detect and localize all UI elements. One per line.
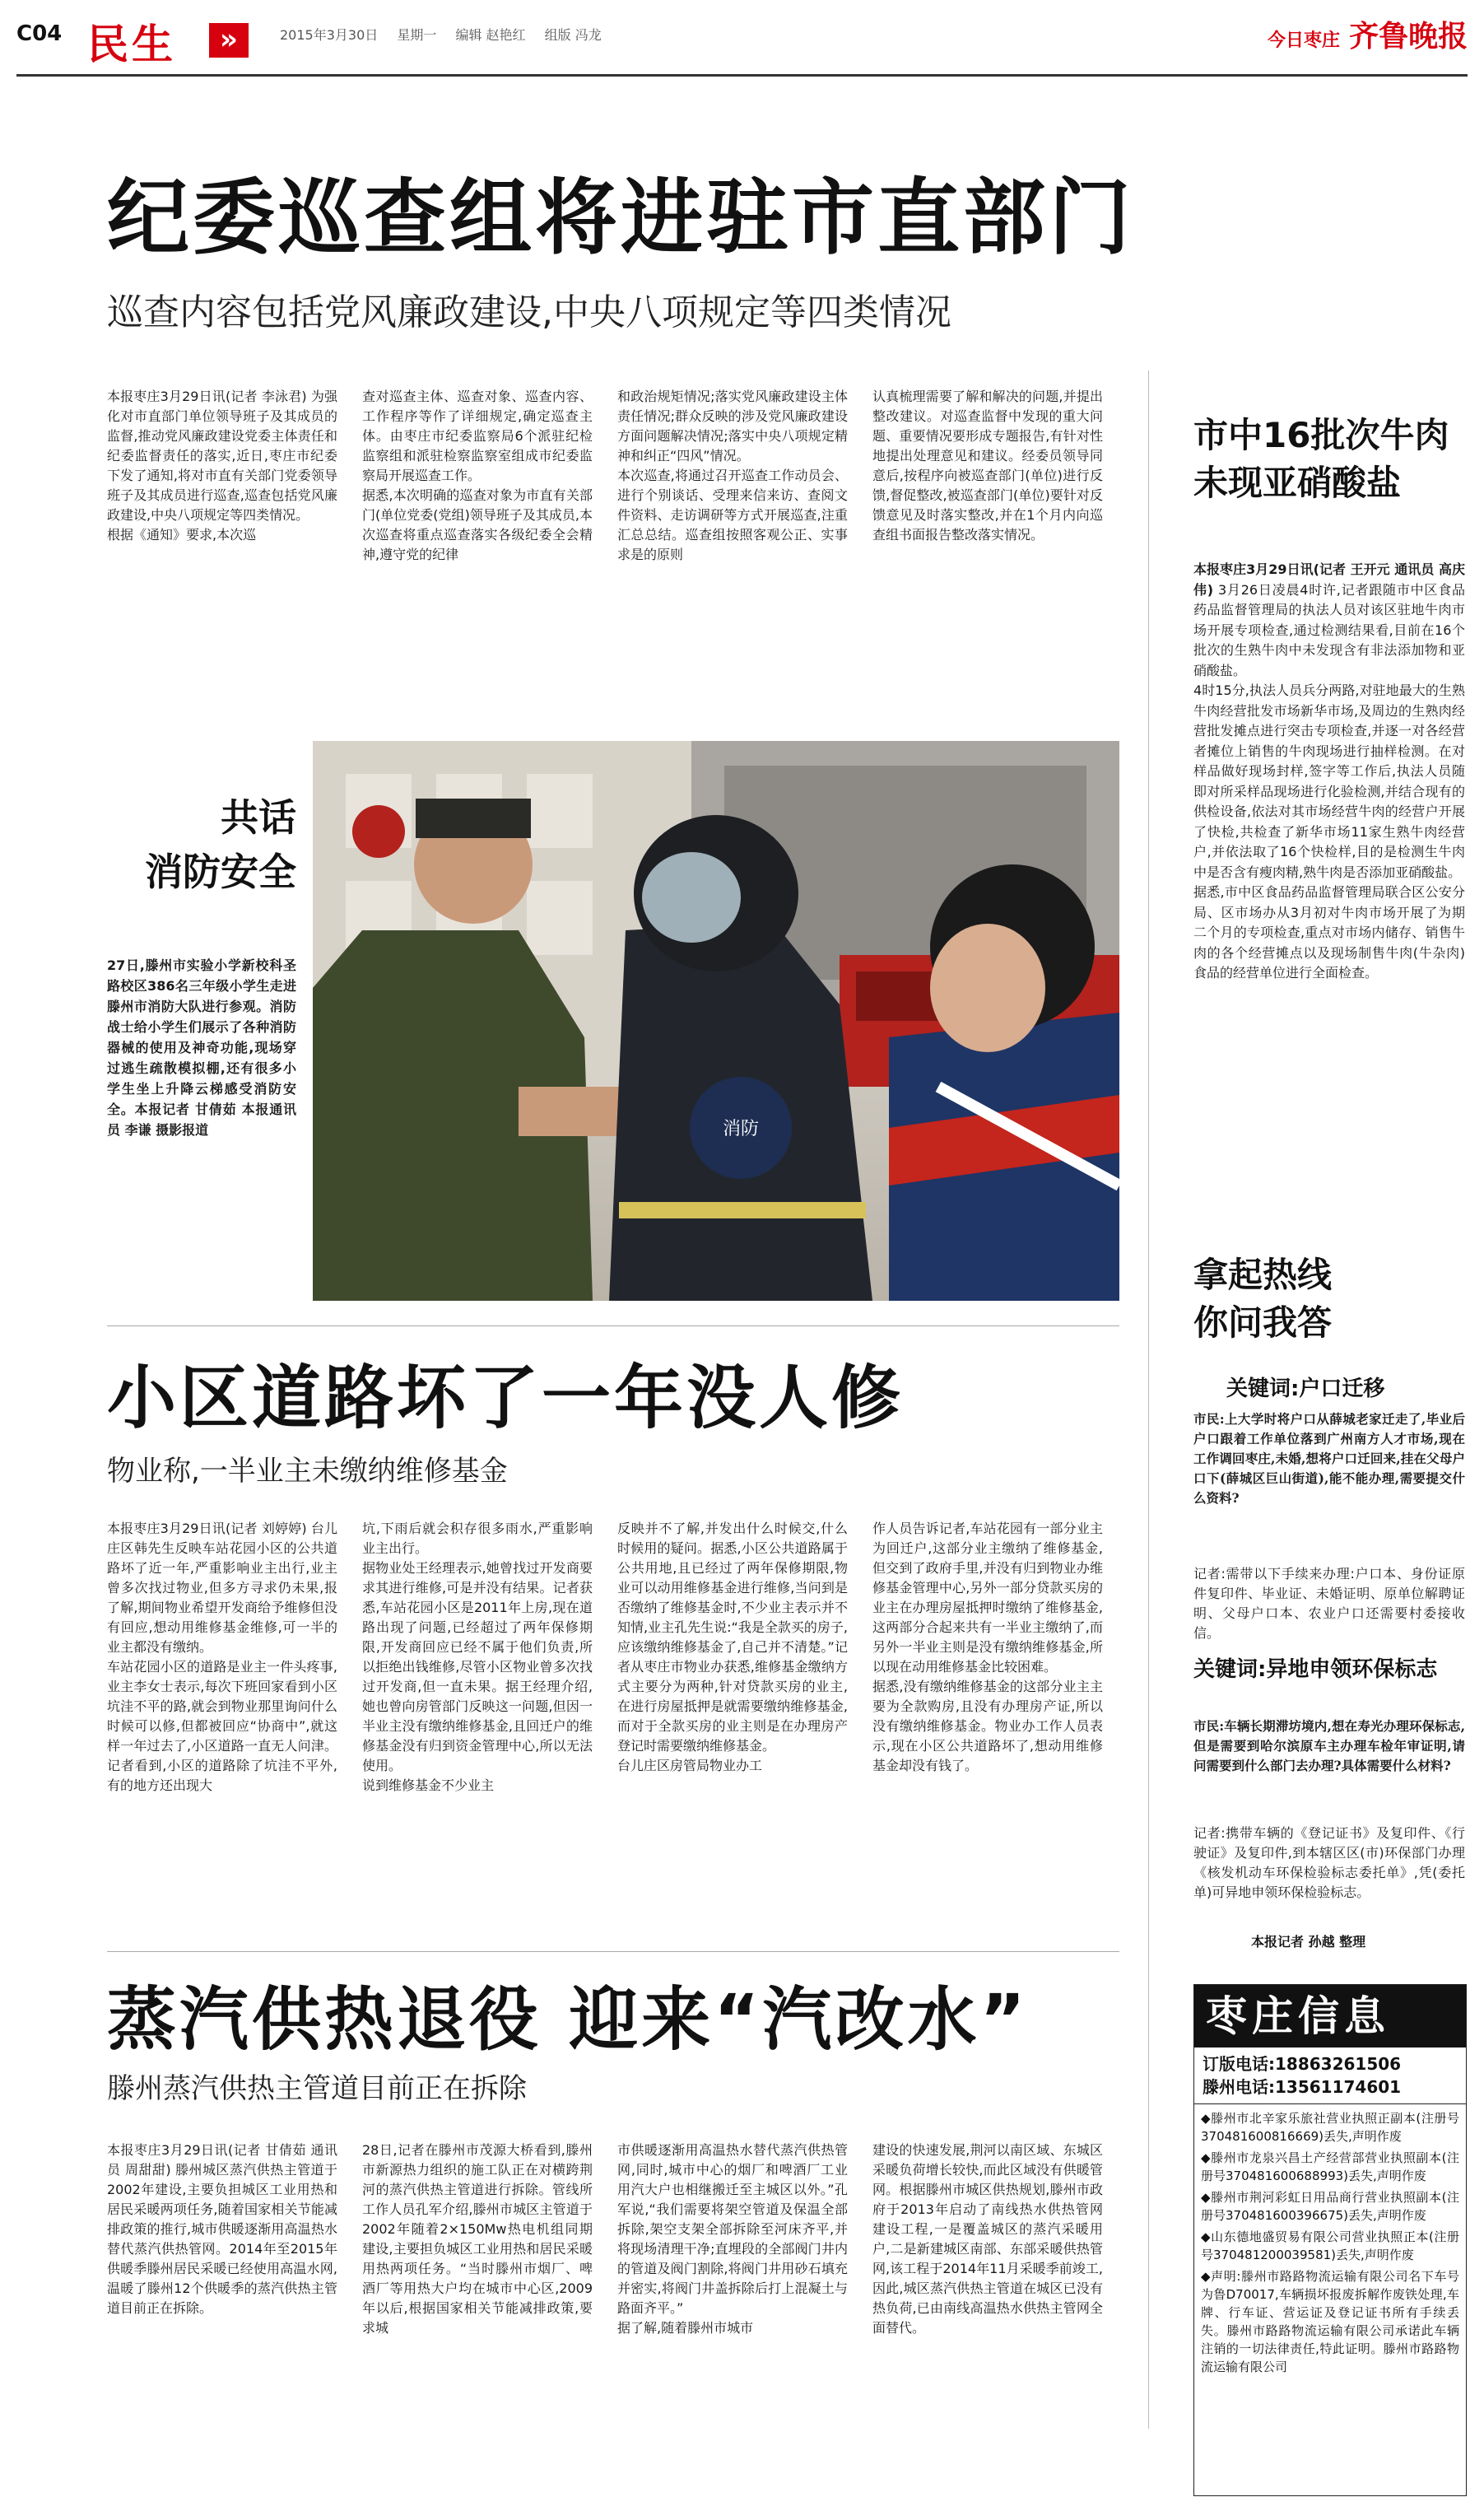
- hotline-q1-title: 关键词:户口迁移: [1226, 1377, 1385, 1401]
- article1-headline: 纪委巡查组将进驻市直部门: [107, 170, 1134, 266]
- info-box-items: [1194, 2104, 1466, 2476]
- article2-headline: 小区道路坏了一年没人修: [107, 1358, 905, 1438]
- article2-column-2: 坑,下雨后就会积存很多雨水,严重影响业主出行。 据物业处王经理表示,她曾找过开发商要求其进行维修,可是并没有结果。记者获悉,车站花园小区是2011年上房,现在道路出现了问题,已经超过了两年保修期限,开发商回应已经不属于他们负责,所以拒绝出钱维修,尽管小区物业曾多次找过开发商,但一直未果。据王经理介绍,她也曾向房管部门反映这一问题,但因一半业主没有缴纳维修基金,且回迁户的维修基金没有归到资金管理中心,所以无法使用。 说到维修基金不少业主: [362, 1521, 593, 1793]
- info-box: [1193, 1984, 1467, 2496]
- paper-prefix: 今日枣庄: [1268, 30, 1341, 51]
- sidebar1-byline: 本报枣庄3月29日讯(记者 王开元 通讯员 高庆伟): [1193, 561, 1465, 598]
- section-title: 民生: [87, 21, 176, 68]
- info-item: ◆滕州市荆河彩虹日用品商行营业执照副本(注册号370481600396675)丢失,声明作废: [1201, 2190, 1459, 2223]
- hotline-title-line-2: 你问我答: [1193, 1302, 1333, 1343]
- article1-subhead: 巡查内容包括党风廉政建设,中央八项规定等四类情况: [107, 291, 951, 333]
- sidebar1-title: [1193, 412, 1465, 507]
- layout-credit: 组版 冯龙: [544, 27, 602, 43]
- masthead-meta: [280, 25, 602, 44]
- article3-column-1: 本报枣庄3月29日讯(记者 甘倩茹 通讯员 周甜甜) 滕州城区蒸汽供热主管道于2002年建设,主要负担城区工业用热和居民采暖两项任务,随着国家相关节能减排政策的推行,城市供暖逐渐用高温热水替代蒸汽供热管网。2014年至2015年供暖季滕州居民采暖已经使用高温水网,温暖了滕州12个供暖季的蒸汽供热主管道目前正在拆除。: [107, 2142, 337, 2316]
- info-phone-2-label: 滕州电话:: [1203, 2077, 1275, 2097]
- article2-column-4: 作人员告诉记者,车站花园有一部分业主为回迁户,这部分业主缴纳了维修基金,但交到了政府手里,并没有归到物业办维修基金管理中心,另外一部分贷款买房的业主在办理房屋抵押时缴纳了维修基金,这两部分合起来共有一半业主缴纳了,而另外一半业主则是没有缴纳维修基金,所以现在动用维修基金比较困难。 据悉,没有缴纳维修基金的这部分业主主要为全款购房,且没有办理房产证,所以没有缴纳维修基金。物业办工作人员表示,现在小区公共道路坏了,想动用维修基金却没有钱了。: [872, 1521, 1103, 1773]
- info-item: ◆声明:滕州市路路物流运输有限公司名下车号为鲁D70017,车辆损坏报废拆解作废铁处理,车牌、行车证、营运证及登记证书所有手续丢失。滕州市路路物流运输有限公司承诺此车辆注销的一切法律责任,特此证明。滕州市路路物流运输有限公司: [1201, 2269, 1459, 2374]
- paper-logo: [1268, 13, 1468, 55]
- masthead-rule: [16, 74, 1468, 77]
- article1-column-2: 查对巡查主体、巡查对象、巡查内容、工作程序等作了详细规定,确定巡查主体。由枣庄市纪委监察局6个派驻纪检监察组和派驻检察监察室组成市纪委监察局开展巡查工作。 据悉,本次明确的巡查对象为市直有关部门(单位党委(党组)领导班子及其成员,本次巡查将重点巡查落实各级纪委全会精神,遵守党的纪律: [362, 389, 593, 562]
- hotline-q2-answer: 记者:携带车辆的《登记证书》及复印件、《行驶证》及复印件,到本辖区区(市)环保部门办理《核发机动车环保检验标志委托单》,凭(委托单)可异地申领环保检验标志。: [1193, 1825, 1465, 1900]
- hotline-q1-question: 市民:上大学时将户口从薛城老家迁走了,毕业后户口跟着工作单位落到广州南方人才市场,现在工作调回枣庄,未婚,想将户口迁回来,挂在父母户口下(薛城区巨山街道),能不能办理,需要提交什么资料?: [1193, 1411, 1465, 1506]
- hotline-title-line-1: 拿起热线: [1193, 1255, 1333, 1295]
- article3-headline: 蒸汽供热退役 迎来“汽改水”: [107, 1979, 1029, 2060]
- article3-column-3: 市供暖逐渐用高温热水替代蒸汽供热管网,同时,城市中心的烟厂和啤酒厂工业用汽大户也相继搬迁至主城区以外。”孔军说,“我们需要将架空管道及保温全部拆除,架空支架全部拆除至河床齐平,并将现场清理干净;直埋段的全部阀门井内的管道及阀门割除,将阀门井用砂石填充并密实,将阀门井盖拆除后打上混凝土与路面齐平。” 据了解,随着滕州市城市: [617, 2142, 848, 2336]
- article3-top-rule: [107, 1951, 1119, 1952]
- section-arrow-icon: »: [209, 23, 249, 58]
- hotline-byline: 本报记者 孙越 整理: [1251, 1934, 1366, 1950]
- article1-column-1: 本报枣庄3月29日讯(记者 李泳君) 为强化对市直部门单位领导班子及其成员的监督,推动党风廉政建设党委主体责任和纪委监督责任的落实,近日,枣庄市纪委下发了通知,将对市直有关部门党委领导班子及其成员进行巡查,巡查包括党风廉政建设,中央八项规定等四类情况。 根据《通知》要求,本次巡: [107, 389, 337, 543]
- sidebar1-title-line-2: 未现亚硝酸盐: [1193, 463, 1402, 503]
- article2-top-rule: [107, 1325, 1119, 1326]
- info-phone-2: [1203, 2075, 1458, 2099]
- article2-column-3: 反映并不了解,并发出什么时候交,什么时候用的疑问。据悉,小区公共道路属于公共用地,且已经过了两年保修期限,物业可以动用维修基金进行维修,当问到是否缴纳了维修基金时,不少业主表示并不知情,业主孔先生说:“我是全款买的房子,应该缴纳维修基金了,自己并不清楚。”记者从枣庄市物业办获悉,维修基金缴纳方式主要分为两种,针对贷款买房的业主,在进行房屋抵押是就需要缴纳维修基金,而对于全款买房的业主则是在办理房产登记时需要缴纳维修基金。 台儿庄区房管局物业办工: [617, 1521, 848, 1773]
- sidebar-divider: [1148, 370, 1149, 2429]
- article3-column-2: 28日,记者在滕州市茂源大桥看到,滕州市新源热力组织的施工队正在对横跨荆河的蒸汽供热主管道进行拆除。管线所工作人员孔军介绍,滕州市城区主管道于2002年随着2×150Mw热电机组同期建设,主要担负城区工业用热和居民采暖用热两项任务。“当时滕州市烟厂、啤酒厂等用热大户均在城市中心区,2009年以后,根据国家相关节能减排政策,要求城: [362, 2142, 593, 2336]
- info-item: ◆滕州市龙泉兴昌土产经营部营业执照副本(注册号370481600688993)丢失,声明作废: [1201, 2150, 1459, 2183]
- info-phone-1-number: 18863261506: [1275, 2054, 1402, 2074]
- hotline-title: [1193, 1251, 1465, 1347]
- firefighter-photo: [313, 741, 1119, 1301]
- article3-subhead: 滕州蒸汽供热主管道目前正在拆除: [107, 2072, 527, 2105]
- page-code: C04: [16, 21, 63, 46]
- info-phone-1-label: 订版电话:: [1203, 2054, 1275, 2074]
- photo-feature-title-line-1: 共话: [221, 795, 296, 840]
- article1-column-3: 和政治规矩情况;落实党风廉政建设主体责任情况;群众反映的涉及党风廉政建设方面问题解决情况;落实中央八项规定精神和纠正“四风”情况。 本次巡查,将通过召开巡查工作动员会、进行个别谈话、受理来信来访、查阅文件资料、走访调研等方式开展巡查,注重汇总总结。巡查组按照客观公正、实事求是的原则: [617, 389, 848, 562]
- issue-date: 2015年3月30日: [280, 27, 379, 43]
- editor-credit: 编辑 赵艳红: [455, 27, 526, 43]
- article1-column-4: 认真梳理需要了解和解决的问题,并提出整改建议。对巡查监督中发现的重大问题、重要情况要形成专题报告,有针对性地提出处理意见和建议。经委员领导同意后,按程序向被巡查部门(单位)进行反馈,督促整改,被巡查部门(单位)要针对反馈意见及时落实整改,并在1个月内向巡查组书面报告整改落实情况。: [872, 389, 1103, 543]
- firefighter-photo-art: [313, 741, 1119, 1301]
- info-phone-2-number: 13561174601: [1275, 2077, 1402, 2097]
- photo-feature-title-line-2: 消防安全: [145, 850, 296, 894]
- hotline-q2-title: 关键词:异地申领环保标志: [1193, 1657, 1438, 1682]
- hotline-q1-answer: 记者:需带以下手续来办理:户口本、身份证原件复印件、毕业证、未婚证明、原单位解聘证明、父母户口本、农业户口还需要村委接收信。: [1193, 1566, 1465, 1641]
- article2-column-1: 本报枣庄3月29日讯(记者 刘婷婷) 台儿庄区韩先生反映车站花园小区的公共道路坏了近一年,严重影响业主出行,业主曾多次找过物业,但多方寻求仍未果,报了解,期间物业希望开发商给予维修但没有回应,想动用维修基金维修,可一半的业主都没有缴纳。 车站花园小区的道路是业主一件头疼事,业主李女士表示,每次下班回家看到小区坑洼不平的路,就会到物业那里询问什么时候可以修,但都被回应“协商中”,就这样一年过去了,小区道路一直无人问津。记者看到,小区的道路除了坑洼不平外,有的地方还出现大: [107, 1521, 337, 1793]
- info-item: ◆滕州市北辛家乐旅社营业执照正副本(注册号370481600816669)丢失,声明作废: [1201, 2111, 1459, 2144]
- info-box-header: [1194, 1985, 1466, 2047]
- info-box-phones: [1194, 2047, 1466, 2104]
- sidebar1-body: [1193, 560, 1465, 1218]
- info-box-title: 枣庄信息: [1206, 1992, 1390, 2040]
- sidebar1-title-line-1: 市中16批次牛肉: [1193, 415, 1449, 455]
- patch-text: 消防: [722, 1119, 760, 1139]
- article2-subhead: 物业称,一半业主未缴纳维修基金: [107, 1455, 508, 1488]
- info-phone-1: [1203, 2052, 1458, 2075]
- photo-feature-caption: 27日,滕州市实验小学新校科圣路校区386名三年级小学生走进滕州市消防大队进行参观。消防战士给小学生们展示了各种消防器械的使用及神奇功能,现场穿过逃生疏散模拟棚,还有很多小学生坐上升降云梯感受消防安全。本报记者 甘倩茹 本报通讯员 李谦 摄影报道: [107, 957, 296, 1138]
- issue-weekday: 星期一: [397, 27, 437, 43]
- hotline-q2-question: 市民:车辆长期滞坊境内,想在寿光办理环保标志,但是需要到哈尔滨原车主办理车检年审证明,请问需要到什么部门去办理?具体需要什么材料?: [1193, 1718, 1465, 1773]
- sidebar1-text: 3月26日凌晨4时许,记者跟随市中区食品药品监督管理局的执法人员对该区驻地牛肉市场开展专项检查,通过检测结果看,目前在16个批次的生熟牛肉中未发现含有非法添加物和亚硝酸盐。 4时15分,执法人员兵分两路,对驻地最大的生熟牛肉经营批发市场新华市场,及周边的生熟肉经营批发摊点进行突击专项检查,并逐一对各经营者摊位上销售的牛肉现场进行抽样检测。在对样品做好现场封样,签字等工作后,执法人员随即对所采样品现场进行化验检测,并结合现有的供检设备,依法对其市场经营牛肉的经营户开展了快检,共检查了新华市场11家生熟牛肉经营户,并依法取了16个快检样,目的是检测生牛肉中是否含有瘦肉精,熟牛肉是否添加亚硝酸盐。 据悉,市中区食品药品监督管理局联合区公安分局、区市场办从3月初对牛肉市场开展了为期二个月的专项检查,重点对市场内储存、销售牛肉的各个经营摊点以及现场制售牛肉(牛杂肉)食品的经营单位进行全面检查。: [1193, 581, 1465, 981]
- photo-feature-title: [107, 790, 296, 899]
- paper-name: 齐鲁晚报: [1349, 19, 1468, 54]
- article3-column-4: 建设的快速发展,荆河以南区域、东城区采暖负荷增长较快,而此区域没有供暖管网。根据滕州市城区供热规划,滕州市政府于2013年启动了南线热水供热管网建设工程,一是覆盖城区的蒸汽采暖用户,二是新建城区南部、东部采暖供热管网,该工程于2014年11月采暖季前竣工,因此,城区蒸汽供热主管道在城区已没有热负荷,已由南线高温热水供热主管网全面替代。: [872, 2142, 1103, 2336]
- info-item: ◆山东德地盛贸易有限公司营业执照正本(注册号370481200039581)丢失,声明作废: [1201, 2229, 1459, 2262]
